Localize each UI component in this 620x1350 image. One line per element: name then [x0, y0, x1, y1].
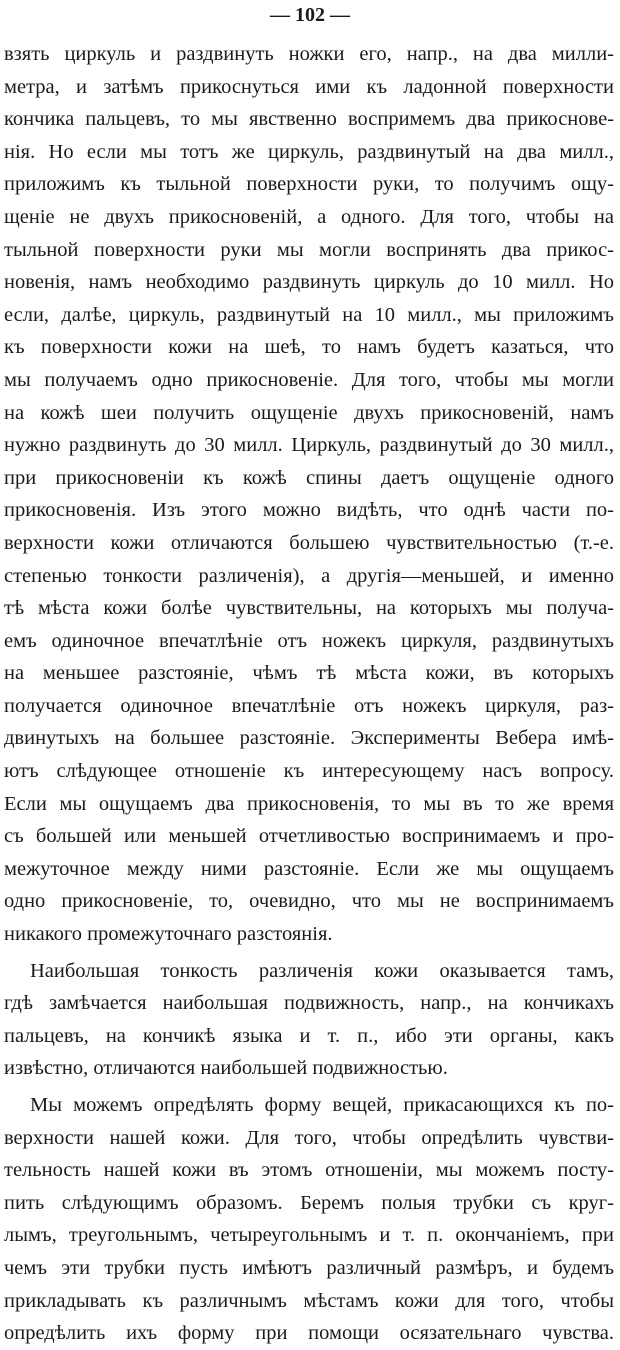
text-line: щеніе не двухъ прикосновеній, а одного. Для того, чтобы на [4, 205, 614, 228]
text-line: емъ одиночное впечатлѣніе отъ ножекъ циркуля, раздвинутыхъ [4, 629, 614, 652]
text-line: на кожѣ шеи получить ощущеніе двухъ прикосновеній, намъ [4, 401, 614, 424]
text-line: верхности кожи отличаются большею чувствительностью (т.-е. [4, 531, 614, 554]
text-line: съ большей или меньшей отчетливостью воспринимаемъ и про- [4, 825, 614, 848]
text-line: извѣстно, отличаются наибольшей подвижностью. [4, 1057, 448, 1080]
text-line: степенью тонкости различенія), а другія—меньшей, и именно [4, 564, 614, 587]
text-line: взять циркуль и раздвинуть ножки его, напр., на два милли- [4, 43, 614, 65]
text-line: къ поверхности кожи на шеѣ, то намъ будетъ казаться, что [4, 336, 614, 359]
text-line: тельность нашей кожи въ этомъ отношеніи, мы можемъ посту- [4, 1159, 614, 1182]
text-line: прикосновенія. Изъ этого можно видѣть, что однѣ части по- [4, 499, 614, 522]
text-line: опредѣлить ихъ форму при помощи осязательнаго чувства. [4, 1322, 614, 1345]
text-line: пить слѣдующимъ образомъ. Беремъ полыя трубки съ круг- [4, 1191, 614, 1214]
text-line: кончика пальцевъ, то мы явственно воспримемъ два прикоснове- [4, 108, 614, 131]
page-number: — 102 — [270, 4, 350, 26]
text-line: пальцевъ, на кончикѣ языка и т. п., ибо эти органы, какъ [4, 1024, 614, 1047]
paragraph [4, 38, 614, 951]
text-line: тѣ мѣста кожи болѣе чувствительны, на которыхъ мы получа- [4, 597, 614, 620]
text-line: метра, и затѣмъ прикоснуться ими къ ладонной поверхности [4, 75, 614, 98]
text-line: Наибольшая тонкость различенія кожи оказывается тамъ, [30, 959, 614, 982]
text-line: нужно раздвинуть до 30 милл. Циркуль, раздвинутый до 30 милл., [4, 434, 614, 457]
text-line: межуточное между ними разстояніе. Если же мы ощущаемъ [4, 857, 614, 880]
text-line: одно прикосновеніе, то, очевидно, что мы не воспринимаемъ [4, 890, 614, 913]
text-line: приложимъ къ тыльной поверхности руки, то получимъ ощу- [4, 173, 614, 196]
text-line: мы получаемъ одно прикосновеніе. Для того, чтобы мы могли [4, 368, 614, 391]
paragraph [4, 955, 614, 1085]
text-line: новенія, намъ необходимо раздвинуть циркуль до 10 милл. Но [4, 271, 614, 294]
text-line: никакого промежуточнаго разстоянія. [4, 923, 333, 946]
text-line: на меньшее разстояніе, чѣмъ тѣ мѣста кожи, въ которыхъ [4, 662, 614, 685]
text-body [4, 38, 614, 1350]
paragraph [4, 1089, 614, 1350]
text-line: получается одиночное впечатлѣніе отъ ножекъ циркуля, раз- [4, 694, 614, 717]
text-line: Мы можемъ опредѣлять форму вещей, прикасающихся къ по- [30, 1094, 614, 1116]
text-line: верхности нашей кожи. Для того, чтобы опредѣлить чувстви- [4, 1126, 614, 1149]
text-line: нія. Но если мы тотъ же циркуль, раздвинутый на два милл., [4, 140, 614, 163]
text-line: если, далѣе, циркуль, раздвинутый на 10 милл., мы приложимъ [4, 303, 614, 326]
text-line: Если мы ощущаемъ два прикосновенія, то мы въ то же время [4, 792, 614, 815]
text-line: лымъ, треугольнымъ, четыреугольнымъ и т. п. окончаніемъ, при [4, 1224, 614, 1247]
text-line: тыльной поверхности руки мы могли воспринять два прикос- [4, 238, 614, 261]
text-line: чемъ эти трубки пусть имѣютъ различный размѣръ, и будемъ [4, 1256, 614, 1279]
text-line: ютъ слѣдующее отношеніе къ интересующему насъ вопросу. [4, 760, 614, 783]
text-line: гдѣ замѣчается наибольшая подвижность, напр., на кончикахъ [4, 992, 614, 1015]
text-line: прикладывать къ различнымъ мѣстамъ кожи для того, чтобы [4, 1289, 614, 1312]
text-line: при прикосновеніи къ кожѣ спины даетъ ощущеніе одного [4, 466, 614, 489]
text-line: двинутыхъ на большее разстояніе. Эксперименты Вебера имѣ- [4, 727, 614, 750]
